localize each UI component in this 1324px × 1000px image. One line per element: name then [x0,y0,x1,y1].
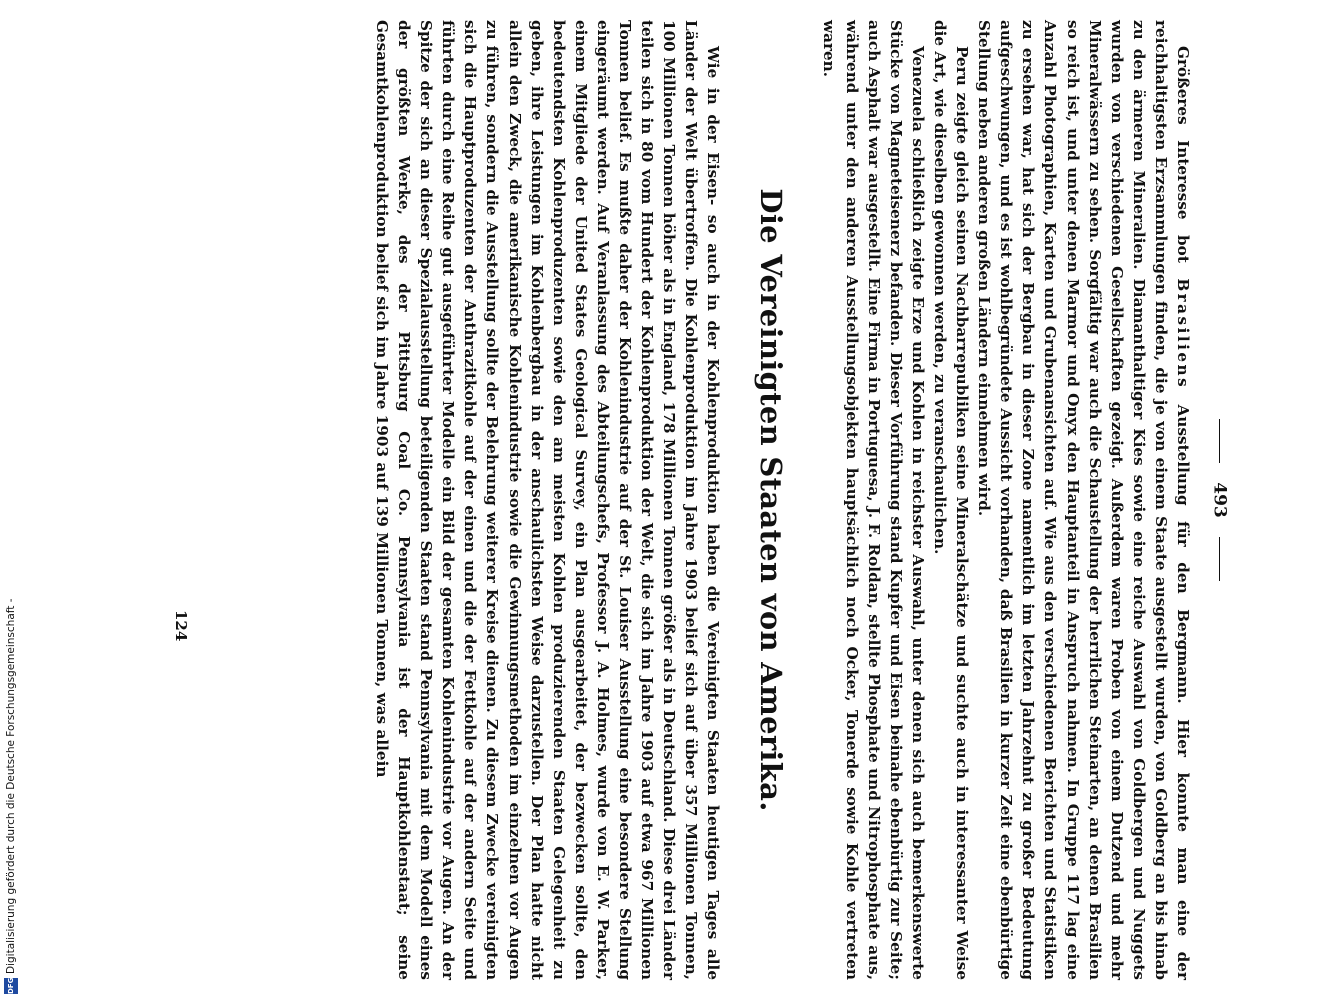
page-number: 493 [1209,482,1230,518]
digitization-credit [0,4,22,994]
paragraph-text: Venezuela schließlich zeigte Erze und Kohlen in reichster Auswahl, unter denen sich auch bemerkenswerte Stücke von Magneteisenerz befanden. Dieser Vorführung stand Kupfer und Eisen beinahe ebenbürtig zur Seite; auch Asphalt war ausgestellt. Eine Firma in Portuguesa, J. F. Roldan, stellte Phosphate und Nitrophosphate aus, während unter den anderen Ausstellungsobjekten hauptsächlich noch Ocker, Tonerde sowie Kohle vertreten waren. [820,20,927,980]
paragraph-lead: Größeres Interesse bot [1174,46,1192,263]
paragraph-usa [371,20,725,980]
paragraph-text: Wie in der Eisen- so auch in der Kohlenproduktion haben die Vereinigten Staaten heutigen Tages alle Länder der Welt übertroffen. Die Kohlenproduktion im Jahre 1903 belief sich auf über 357 Millionen Tonnen, 100 Millionen Tonnen höher als in England, 178 Millionen Tonnen größer als in Deutschland. Diese drei Länder teilen sich in 80 vom Hundert der Kohlenproduktion der Welt, die sich im Jahre 1903 auf etwa 967 Millionen Tonnen belief. Es mußte daher der Kohlenindustrie auf der St. Louiser Ausstellung eine besondere Stellung eingeräumt werden. Auf Veranlassung des Abteilungschefs, Professor J. A. Holmes, wurde von E. W. Parker, einem Mitgliede der United States Geological Survey, ein Plan ausgearbeitet, der bezwecken sollte, den bedeutendsten Kohlenproduzenten sowie den am meisten Kohlen produzierenden Staaten Gelegenheit zu geben, ihre Leistungen im Kohlenbergbau in der anschaulichsten Weise darzustellen. Der Plan hatte nicht allein den Zweck, die amerikanische Kohlenindustrie sowie die Gewinnungsmethoden im einzelnen vor Augen zu führen, sondern die Ausstellung sollte der Belehrung weiterer Kreise dienen. Zu diesem Zwecke vereinigten sich die Hauptproduzenten der Anthrazitkohle auf der einen und die der Fettkohle auf der andern Seite und führten durch eine Reihe gut ausgeführter Modelle ein Bild der gesamten Kohlenindustrie vor Augen. An der Spitze der sich an dieser Spezialausstellung beteiligenden Staaten stand Pennsylvania mit dem Modell eines der größten Werke, des der Pittsburg Coal Co. Pennsylvania ist der Hauptkohlenstaat; seine Gesamtkohlenproduktion belief sich im Jahre 1903 auf 139 Millionen Tonnen, was allein [373,20,723,980]
header-rule-right [1219,537,1220,581]
credit-text: Digitalisierung gefördert durch die Deutsche Forschungsgemeinschaft - [5,598,17,974]
page-body [371,20,1194,980]
dfg-logo-icon: DFG [4,978,18,994]
signature-mark: 124 [172,610,190,642]
paragraph-text: Ausstellung für den Bergmann. Hier konnte man eine der reichhaltigsten Erzsammlungen finden, die je von einem Staate ausgestellt wurden, von Goldberg an bis hinab zu den ärmeren Mineralien. Diamanthaltiger Kies sowie eine reiche Auswahl von Goldbergen und Nuggets wurden von verschiedenen Gesellschaften gezeigt. Außerdem waren Proben von einem Dutzend und mehr Mineralwässern zu sehen. Sorgfältig war auch die Schaustellung der herrlichen Steinarten, an denen Brasilien so reich ist, und unter denen Marmor und Onyx den Hauptanteil in Anspruch nahmen. In Gruppe 117 lag eine Anzahl Photographien, Karten und Grubenansichten auf. Wie aus den verschiedenen Berichten und Statistiken zu ersehen war, hat sich der Bergbau in dieser Zone namentlich im letzten Jahrzehnt zu großer Bedeutung aufgeschwungen, und es ist wohlbegründete Aussicht vorhanden, daß Brasilien in kurzer Zeit eine ebenbürtige Stellung neben anderen großen Ländern einnehmen wird. [975,20,1192,980]
page-header [1194,20,1230,980]
paragraph-text: Peru zeigte gleich seinen Nachbarrepubliken seine Mineralschätze und suchte auch in interessanter Weise die Art, wie dieselben gewonnen werden, zu veranschaulichen. [930,20,972,980]
section-heading: Die Vereinigten Staaten von Amerika. [754,188,789,812]
emphasized-word: Brasiliens [1174,278,1192,390]
book-page [150,20,1230,980]
paragraph-brazil [973,20,1194,980]
header-rule-left [1219,419,1220,463]
paragraph-peru [929,20,973,980]
paragraph-venezuela [818,20,928,980]
